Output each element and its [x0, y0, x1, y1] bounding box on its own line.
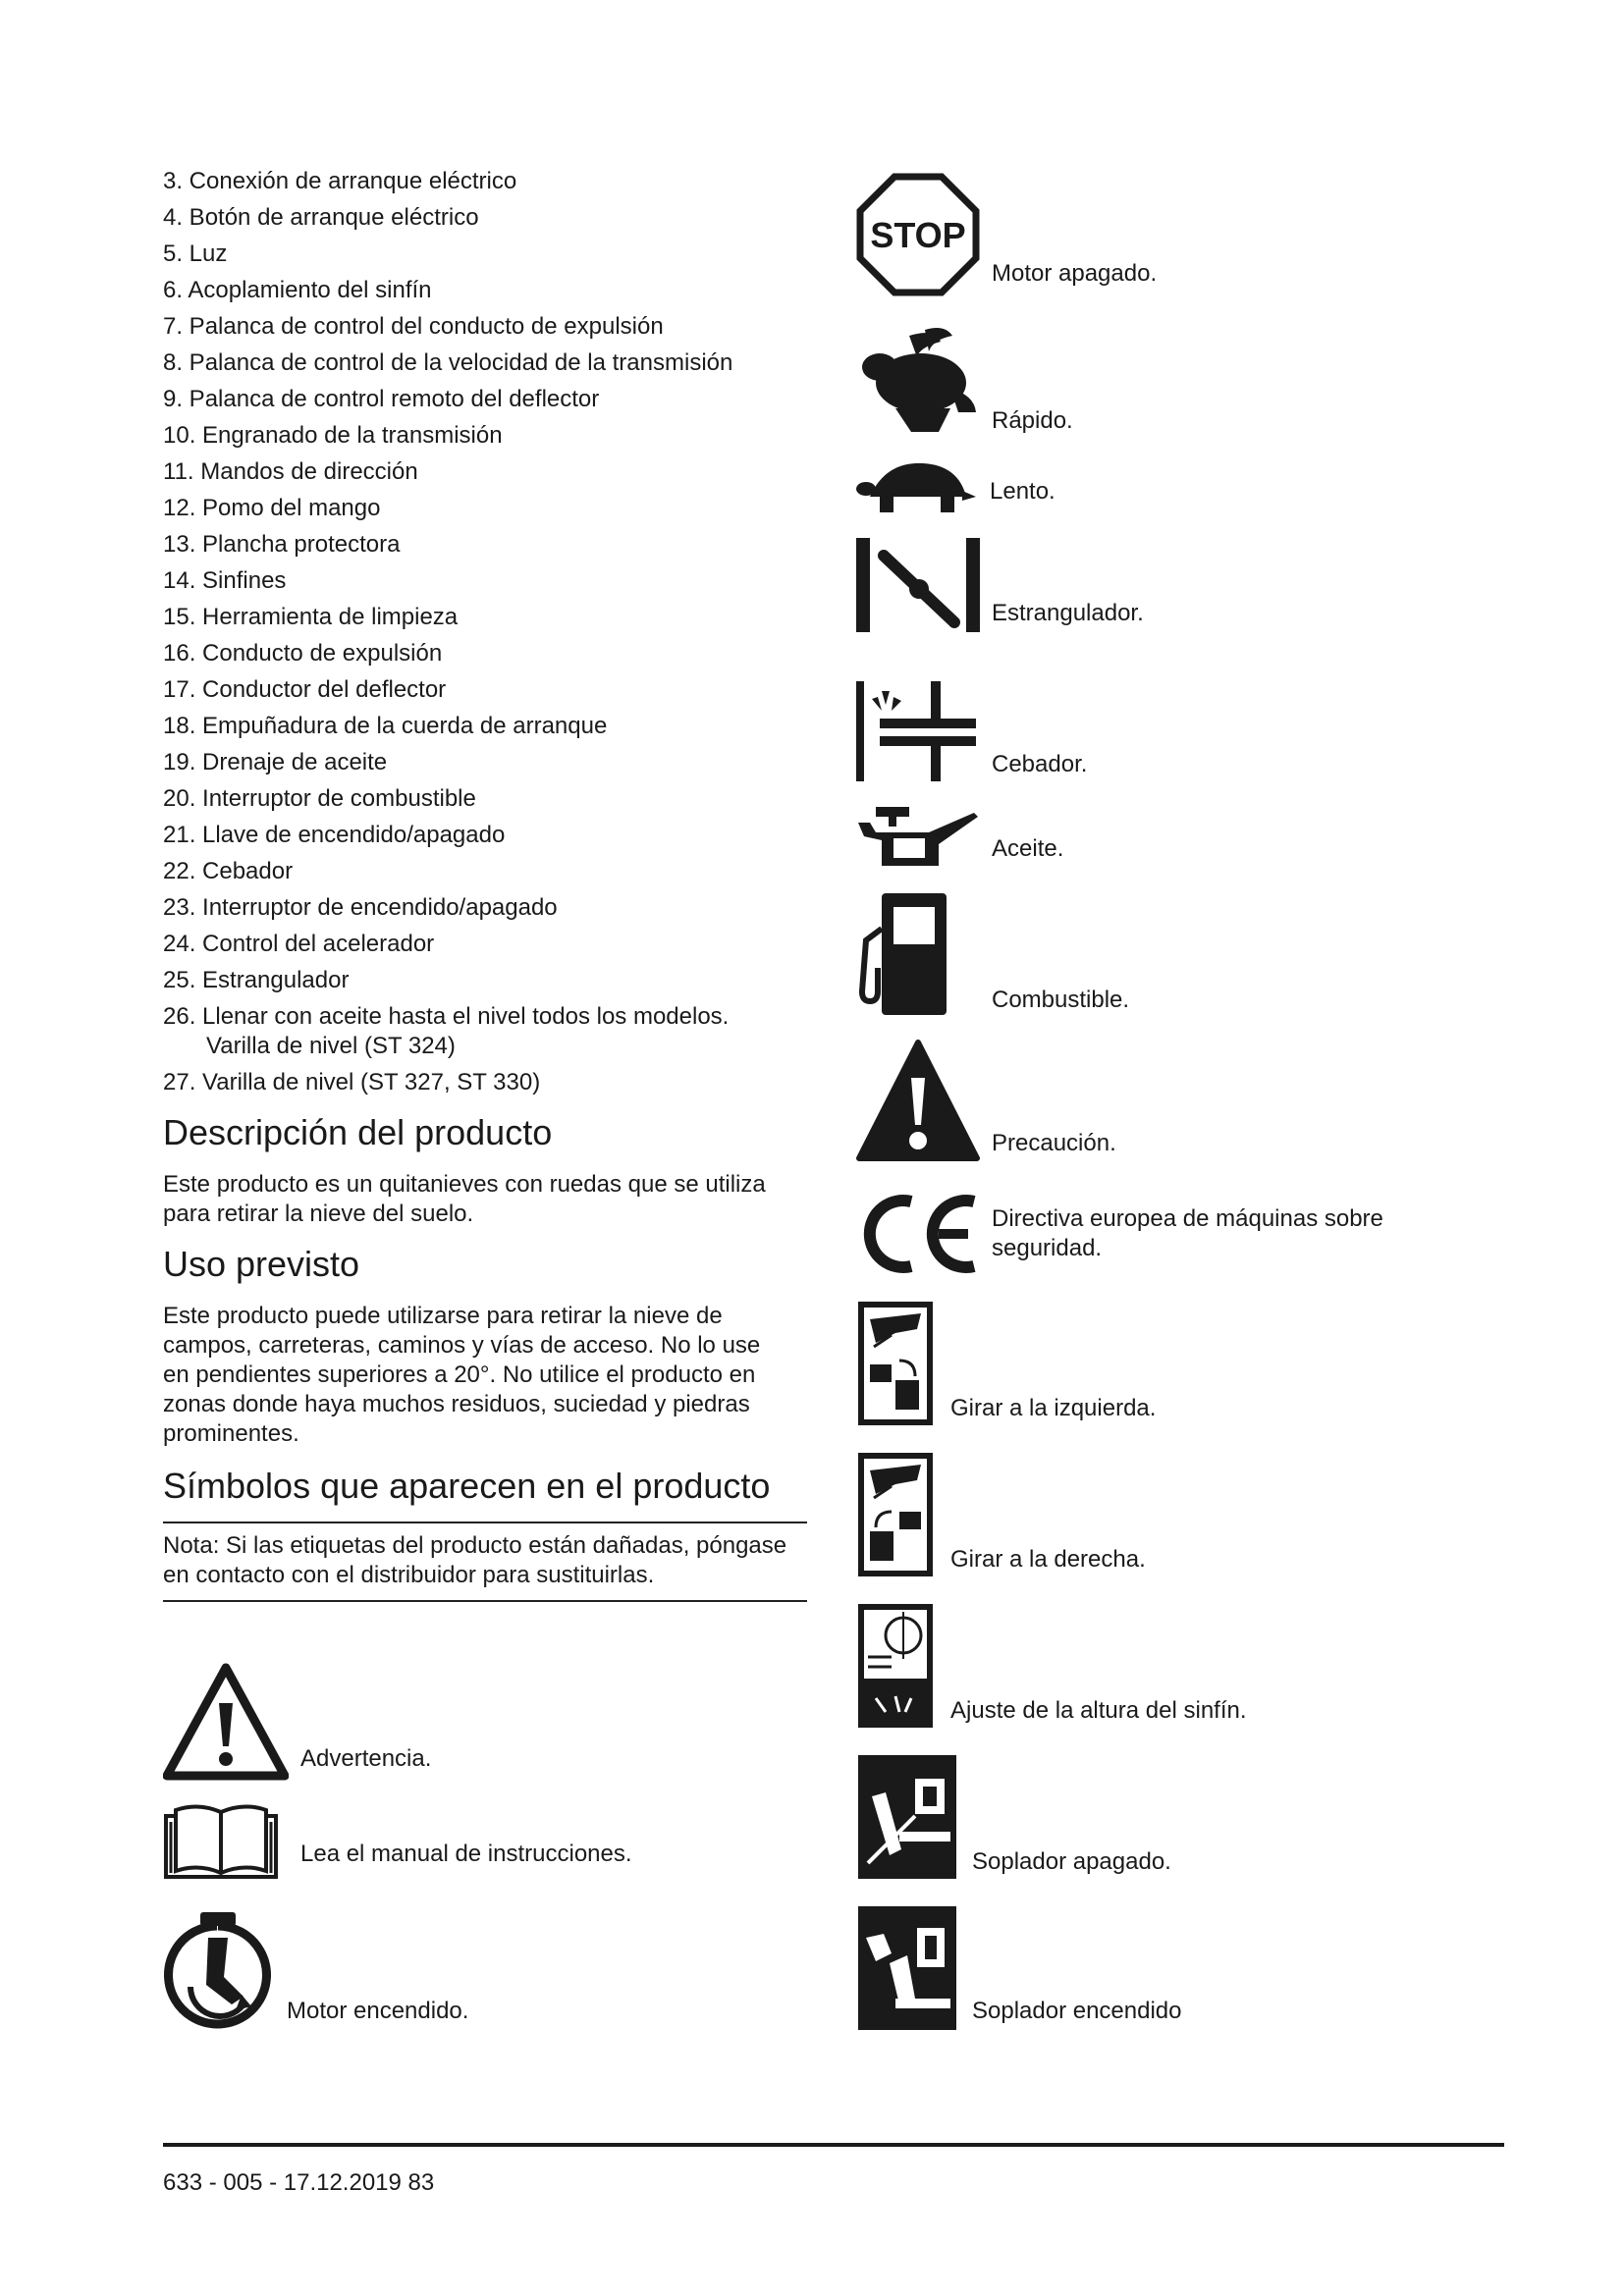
- symbol-auger-height: [856, 1602, 1247, 1730]
- symbol-label: Girar a la derecha.: [950, 1546, 1146, 1573]
- list-item: 22. Cebador: [163, 858, 294, 884]
- list-item: 8. Palanca de control de la velocidad de la transmisión: [163, 349, 733, 376]
- symbol-choke: [856, 538, 1144, 632]
- list-item: 24. Control del acelerador: [163, 931, 435, 957]
- turn-left-label-icon: [856, 1300, 935, 1427]
- list-item: 25. Estrangulador: [163, 967, 350, 993]
- symbol-label: Rápido.: [992, 407, 1073, 434]
- warning-triangle-icon: [163, 1662, 289, 1782]
- list-item: 5. Luz: [163, 240, 228, 267]
- stop-sign-text: STOP: [870, 215, 966, 255]
- symbol-label: Soplador encendido: [972, 1998, 1182, 2024]
- heading-symbols: Símbolos que aparecen en el producto: [163, 1466, 771, 1506]
- list-item: 10. Engranado de la transmisión: [163, 422, 503, 449]
- caution-icon: [856, 1039, 980, 1162]
- symbol-label: Soplador apagado.: [972, 1848, 1171, 1875]
- list-item: 15. Herramienta de limpieza: [163, 604, 459, 630]
- symbol-label: Advertencia.: [300, 1745, 432, 1772]
- note-text: Si las etiquetas del producto están dañadas, póngase en contacto con el distribuidor para sustituirlas.: [163, 1532, 787, 1588]
- list-item: 19. Drenaje de aceite: [163, 749, 388, 775]
- symbol-label: Motor apagado.: [992, 260, 1158, 287]
- symbol-stop: [856, 173, 1157, 296]
- turn-right-label-icon: [856, 1451, 935, 1578]
- symbol-label: Estrangulador.: [992, 600, 1144, 626]
- symbol-turn-right: [856, 1451, 1146, 1578]
- list-item: 17. Conductor del deflector: [163, 676, 447, 703]
- symbol-slow: [856, 457, 1056, 516]
- page-footer: 633 - 005 - 17.12.2019 83: [163, 2169, 435, 2196]
- list-item: 9. Palanca de control remoto del deflector: [163, 386, 600, 412]
- symbol-label: Cebador.: [992, 751, 1088, 777]
- list-item: 21. Llave de encendido/apagado: [163, 822, 506, 848]
- item-26-line2: Varilla de nivel (ST 324): [206, 1033, 456, 1059]
- symbol-turn-left: [856, 1300, 1156, 1427]
- parts-list: [163, 167, 811, 995]
- symbol-caution: [856, 1039, 1116, 1162]
- symbol-label: Combustible.: [992, 987, 1130, 1013]
- symbol-label: Ajuste de la altura del sinfín.: [950, 1697, 1247, 1724]
- ce-label-line2: seguridad.: [992, 1235, 1103, 1261]
- list-item: [163, 1002, 811, 1061]
- manual-book-icon: [163, 1802, 279, 1881]
- parts-list-tail: [163, 1002, 811, 1097]
- symbol-warning: [163, 1662, 431, 1782]
- symbols-note: [163, 1531, 811, 1590]
- list-item: 13. Plancha protectora: [163, 531, 401, 558]
- choke-icon: [856, 538, 980, 632]
- note-label: Nota:: [163, 1532, 220, 1559]
- symbol-oil: [856, 805, 1063, 868]
- left-column: [163, 167, 811, 1602]
- symbol-fast: [856, 322, 1073, 436]
- symbol-label: Girar a la izquierda.: [950, 1395, 1157, 1421]
- list-item: 6. Acoplamiento del sinfín: [163, 277, 432, 303]
- list-item: 11. Mandos de dirección: [163, 458, 418, 485]
- list-item: 20. Interruptor de combustible: [163, 785, 476, 812]
- section-rule: [163, 1600, 807, 1602]
- blower-on-label-icon: [856, 1904, 958, 2032]
- fuel-pump-icon: [856, 889, 980, 1017]
- symbol-label: [992, 1204, 1383, 1263]
- primer-icon: [856, 681, 980, 781]
- symbol-fuel: [856, 889, 1129, 1017]
- symbol-manual: [163, 1802, 632, 1881]
- footer-rule: [163, 2143, 1504, 2147]
- rabbit-icon: [856, 322, 980, 436]
- symbol-blower-on: [856, 1904, 1182, 2032]
- auger-height-label-icon: [856, 1602, 935, 1730]
- intended-use-text: Este producto puede utilizarse para retirar la nieve de campos, carreteras, caminos y vías de acceso. No lo use en pendientes superiores a 20°. No utilice el producto en zonas donde haya muchos residuos, suciedad y piedras prominentes.: [163, 1303, 761, 1447]
- symbol-primer: [856, 681, 1087, 781]
- list-item: 23. Interruptor de encendido/apagado: [163, 894, 558, 921]
- heading-intended-use: Uso previsto: [163, 1244, 360, 1284]
- turtle-icon: [856, 457, 978, 516]
- list-item: 14. Sinfines: [163, 567, 287, 594]
- list-item: 18. Empuñadura de la cuerda de arranque: [163, 713, 608, 739]
- list-item: 3. Conexión de arranque eléctrico: [163, 168, 517, 194]
- list-item: 27. Varilla de nivel (ST 327, ST 330): [163, 1069, 541, 1095]
- list-item: 4. Botón de arranque eléctrico: [163, 204, 479, 231]
- list-item: 7. Palanca de control del conducto de expulsión: [163, 313, 664, 340]
- symbol-blower-off: [856, 1753, 1171, 1881]
- ce-mark-icon: [856, 1194, 980, 1274]
- heading-product-description: Descripción del producto: [163, 1112, 553, 1152]
- stop-sign-icon: [856, 173, 980, 296]
- symbol-label: Motor encendido.: [287, 1998, 469, 2024]
- symbol-ce: [856, 1194, 1383, 1274]
- item-26-line1: 26. Llenar con aceite hasta el nivel todos los modelos.: [163, 1003, 730, 1030]
- symbol-label: Aceite.: [992, 835, 1064, 862]
- engine-on-icon: [163, 1908, 273, 2032]
- symbol-engine-on: [163, 1908, 468, 2032]
- list-item: 12. Pomo del mango: [163, 495, 381, 521]
- oil-can-icon: [856, 805, 980, 868]
- list-item: 16. Conducto de expulsión: [163, 640, 443, 667]
- ce-label-line1: Directiva europea de máquinas sobre: [992, 1205, 1383, 1232]
- product-description-text: Este producto es un quitanieves con ruedas que se utiliza para retirar la nieve del suelo.: [163, 1171, 766, 1227]
- section-rule: [163, 1522, 807, 1523]
- symbol-label: Precaución.: [992, 1130, 1116, 1156]
- blower-off-label-icon: [856, 1753, 958, 1881]
- symbol-label: Lento.: [990, 478, 1056, 505]
- symbol-label: Lea el manual de instrucciones.: [300, 1841, 632, 1867]
